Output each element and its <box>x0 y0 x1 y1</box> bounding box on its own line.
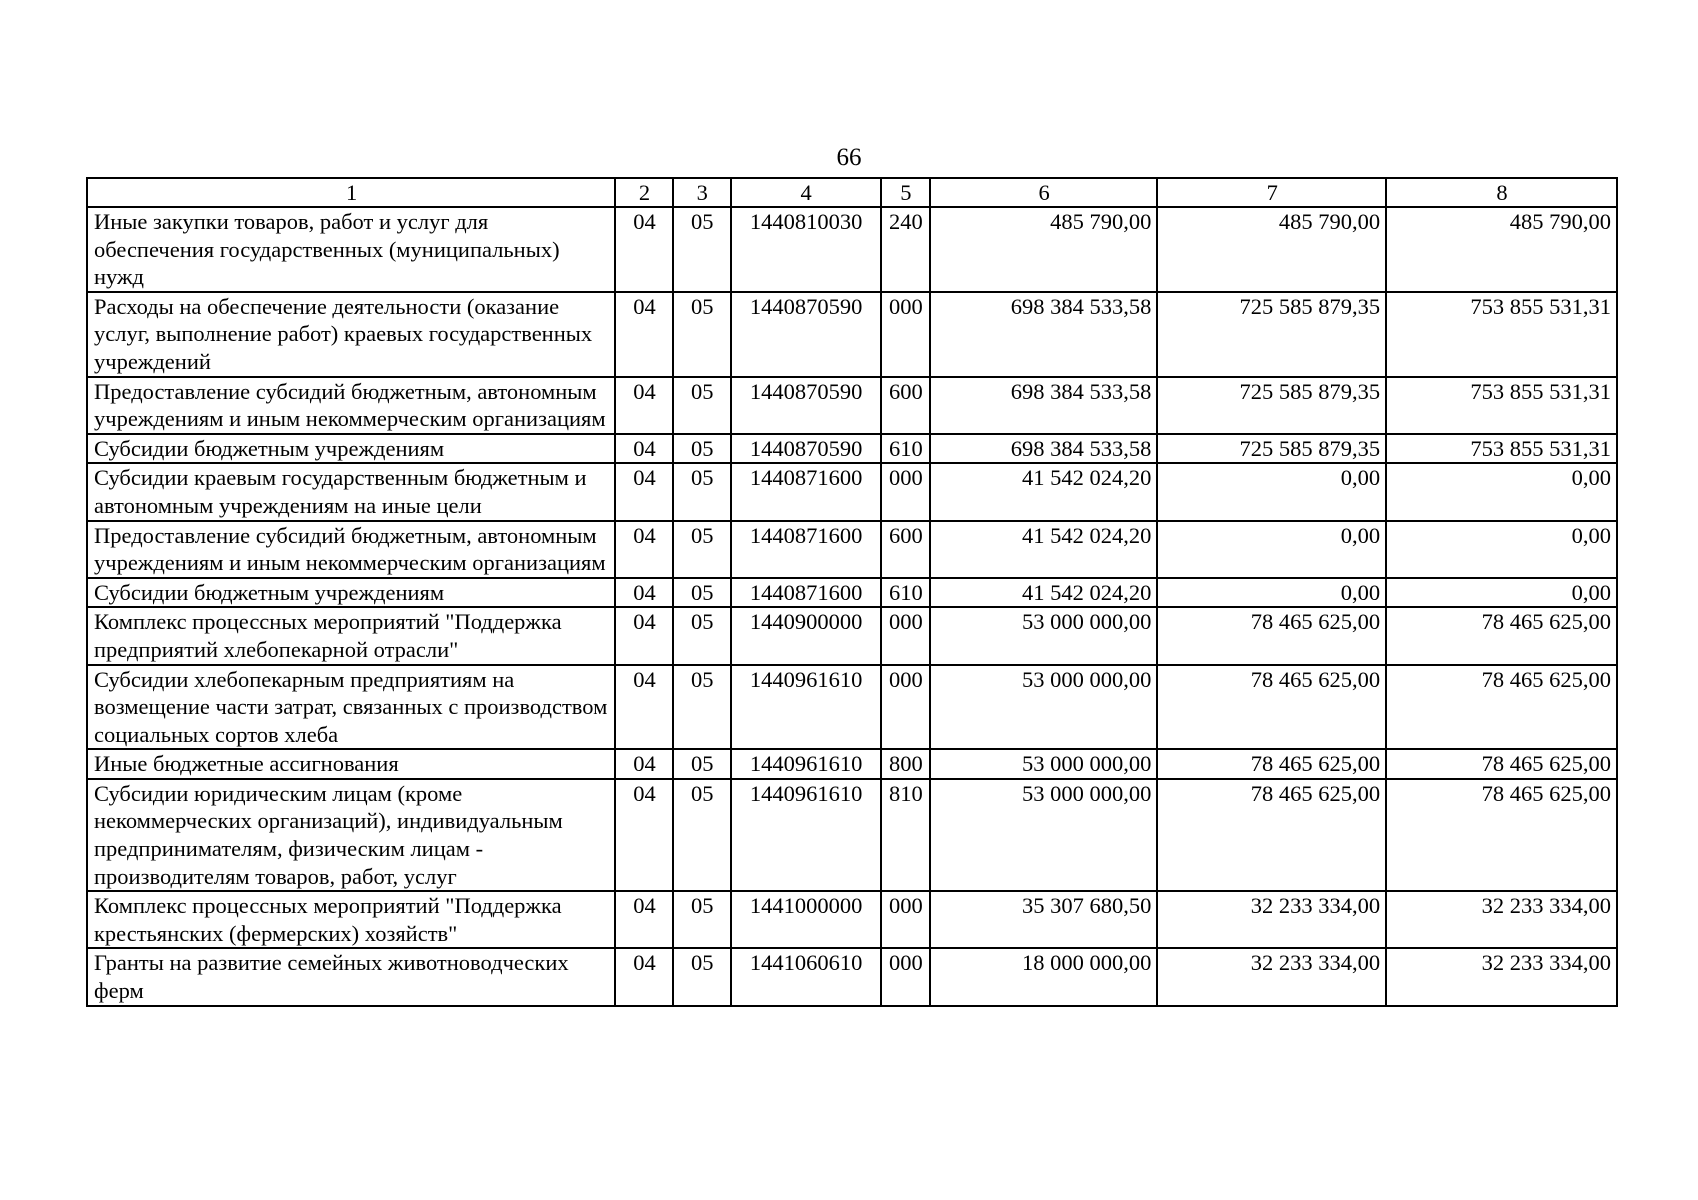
amount-year-2-cell: 32 233 334,00 <box>1157 891 1386 948</box>
amount-year-3-cell: 753 855 531,31 <box>1386 377 1617 434</box>
amount-year-2-cell: 725 585 879,35 <box>1157 377 1386 434</box>
section-code-cell: 04 <box>615 292 673 377</box>
amount-year-2-cell: 78 465 625,00 <box>1157 749 1386 779</box>
target-article-code-cell: 1440871600 <box>731 463 881 520</box>
target-article-code-cell: 1440870590 <box>731 434 881 464</box>
column-number: 7 <box>1157 178 1386 207</box>
column-number: 1 <box>87 178 615 207</box>
amount-year-1-cell: 485 790,00 <box>930 207 1158 292</box>
target-article-code-cell: 1440961610 <box>731 779 881 891</box>
amount-year-2-cell: 78 465 625,00 <box>1157 607 1386 664</box>
amount-year-3-cell: 78 465 625,00 <box>1386 665 1617 750</box>
section-code-cell: 04 <box>615 948 673 1005</box>
table-row <box>87 948 1617 1005</box>
table-body <box>87 207 1617 1006</box>
expense-type-code-cell: 000 <box>881 948 930 1005</box>
section-code-cell: 04 <box>615 891 673 948</box>
amount-year-2-cell: 485 790,00 <box>1157 207 1386 292</box>
amount-year-2-cell: 0,00 <box>1157 578 1386 608</box>
expense-type-code-cell: 810 <box>881 779 930 891</box>
expense-type-code-cell: 610 <box>881 434 930 464</box>
target-article-code-cell: 1440961610 <box>731 749 881 779</box>
section-code-cell: 04 <box>615 434 673 464</box>
column-number: 3 <box>673 178 731 207</box>
table-row <box>87 377 1617 434</box>
amount-year-2-cell: 725 585 879,35 <box>1157 434 1386 464</box>
amount-year-1-cell: 698 384 533,58 <box>930 292 1158 377</box>
amount-year-2-cell: 32 233 334,00 <box>1157 948 1386 1005</box>
amount-year-1-cell: 698 384 533,58 <box>930 434 1158 464</box>
amount-year-3-cell: 0,00 <box>1386 578 1617 608</box>
amount-year-3-cell: 0,00 <box>1386 463 1617 520</box>
subsection-code-cell: 05 <box>673 463 731 520</box>
amount-year-1-cell: 41 542 024,20 <box>930 521 1158 578</box>
expense-type-code-cell: 000 <box>881 607 930 664</box>
expense-name-cell: Комплекс процессных мероприятий "Поддержка крестьянских (фермерских) хозяйств" <box>87 891 615 948</box>
section-code-cell: 04 <box>615 207 673 292</box>
subsection-code-cell: 05 <box>673 434 731 464</box>
target-article-code-cell: 1440961610 <box>731 665 881 750</box>
subsection-code-cell: 05 <box>673 948 731 1005</box>
table-row <box>87 521 1617 578</box>
amount-year-2-cell: 0,00 <box>1157 463 1386 520</box>
amount-year-1-cell: 53 000 000,00 <box>930 607 1158 664</box>
expense-name-cell: Предоставление субсидий бюджетным, автономным учреждениям и иным некоммерческим организациям <box>87 521 615 578</box>
section-code-cell: 04 <box>615 779 673 891</box>
expense-type-code-cell: 800 <box>881 749 930 779</box>
amount-year-2-cell: 0,00 <box>1157 521 1386 578</box>
target-article-code-cell: 1440871600 <box>731 521 881 578</box>
amount-year-1-cell: 18 000 000,00 <box>930 948 1158 1005</box>
expense-name-cell: Иные бюджетные ассигнования <box>87 749 615 779</box>
expense-name-cell: Субсидии хлебопекарным предприятиям на возмещение части затрат, связанных с производством социальных сортов хлеба <box>87 665 615 750</box>
amount-year-3-cell: 32 233 334,00 <box>1386 948 1617 1005</box>
table-row <box>87 463 1617 520</box>
expense-type-code-cell: 000 <box>881 463 930 520</box>
table-row <box>87 779 1617 891</box>
expense-name-cell: Субсидии бюджетным учреждениям <box>87 578 615 608</box>
target-article-code-cell: 1440810030 <box>731 207 881 292</box>
budget-table <box>86 177 1618 1007</box>
amount-year-3-cell: 753 855 531,31 <box>1386 434 1617 464</box>
section-code-cell: 04 <box>615 607 673 664</box>
section-code-cell: 04 <box>615 749 673 779</box>
table-row <box>87 665 1617 750</box>
subsection-code-cell: 05 <box>673 207 731 292</box>
section-code-cell: 04 <box>615 578 673 608</box>
amount-year-1-cell: 53 000 000,00 <box>930 665 1158 750</box>
expense-type-code-cell: 000 <box>881 665 930 750</box>
column-number: 6 <box>930 178 1158 207</box>
amount-year-1-cell: 41 542 024,20 <box>930 578 1158 608</box>
amount-year-1-cell: 35 307 680,50 <box>930 891 1158 948</box>
expense-type-code-cell: 000 <box>881 891 930 948</box>
expense-type-code-cell: 000 <box>881 292 930 377</box>
target-article-code-cell: 1441000000 <box>731 891 881 948</box>
target-article-code-cell: 1440900000 <box>731 607 881 664</box>
expense-name-cell: Расходы на обеспечение деятельности (оказание услуг, выполнение работ) краевых государственных учреждений <box>87 292 615 377</box>
subsection-code-cell: 05 <box>673 891 731 948</box>
page-number: 66 <box>836 144 862 171</box>
amount-year-3-cell: 0,00 <box>1386 521 1617 578</box>
amount-year-3-cell: 32 233 334,00 <box>1386 891 1617 948</box>
table-row <box>87 607 1617 664</box>
target-article-code-cell: 1440870590 <box>731 377 881 434</box>
column-number: 4 <box>731 178 881 207</box>
amount-year-2-cell: 78 465 625,00 <box>1157 779 1386 891</box>
subsection-code-cell: 05 <box>673 578 731 608</box>
subsection-code-cell: 05 <box>673 292 731 377</box>
subsection-code-cell: 05 <box>673 749 731 779</box>
section-code-cell: 04 <box>615 377 673 434</box>
amount-year-3-cell: 78 465 625,00 <box>1386 749 1617 779</box>
subsection-code-cell: 05 <box>673 607 731 664</box>
table-row <box>87 207 1617 292</box>
target-article-code-cell: 1440871600 <box>731 578 881 608</box>
column-number: 5 <box>881 178 930 207</box>
expense-name-cell: Субсидии краевым государственным бюджетным и автономным учреждениям на иные цели <box>87 463 615 520</box>
expense-name-cell: Гранты на развитие семейных животноводческих ферм <box>87 948 615 1005</box>
amount-year-3-cell: 78 465 625,00 <box>1386 779 1617 891</box>
section-code-cell: 04 <box>615 521 673 578</box>
table-row <box>87 578 1617 608</box>
expense-name-cell: Комплекс процессных мероприятий "Поддержка предприятий хлебопекарной отрасли" <box>87 607 615 664</box>
column-number: 2 <box>615 178 673 207</box>
expense-name-cell: Субсидии юридическим лицам (кроме некоммерческих организаций), индивидуальным предпринимателям, физическим лицам - производителям товаров, работ, услуг <box>87 779 615 891</box>
table-row <box>87 434 1617 464</box>
section-code-cell: 04 <box>615 463 673 520</box>
subsection-code-cell: 05 <box>673 779 731 891</box>
amount-year-3-cell: 485 790,00 <box>1386 207 1617 292</box>
expense-name-cell: Предоставление субсидий бюджетным, автономным учреждениям и иным некоммерческим организациям <box>87 377 615 434</box>
table-row <box>87 891 1617 948</box>
amount-year-3-cell: 78 465 625,00 <box>1386 607 1617 664</box>
target-article-code-cell: 1441060610 <box>731 948 881 1005</box>
expense-type-code-cell: 610 <box>881 578 930 608</box>
section-code-cell: 04 <box>615 665 673 750</box>
expense-name-cell: Иные закупки товаров, работ и услуг для обеспечения государственных (муниципальных) нужд <box>87 207 615 292</box>
column-number: 8 <box>1386 178 1617 207</box>
amount-year-1-cell: 41 542 024,20 <box>930 463 1158 520</box>
expense-name-cell: Субсидии бюджетным учреждениям <box>87 434 615 464</box>
subsection-code-cell: 05 <box>673 521 731 578</box>
target-article-code-cell: 1440870590 <box>731 292 881 377</box>
expense-type-code-cell: 600 <box>881 521 930 578</box>
subsection-code-cell: 05 <box>673 665 731 750</box>
amount-year-1-cell: 698 384 533,58 <box>930 377 1158 434</box>
table-row <box>87 292 1617 377</box>
amount-year-2-cell: 78 465 625,00 <box>1157 665 1386 750</box>
table-row <box>87 749 1617 779</box>
amount-year-2-cell: 725 585 879,35 <box>1157 292 1386 377</box>
amount-year-1-cell: 53 000 000,00 <box>930 779 1158 891</box>
amount-year-1-cell: 53 000 000,00 <box>930 749 1158 779</box>
expense-type-code-cell: 240 <box>881 207 930 292</box>
expense-type-code-cell: 600 <box>881 377 930 434</box>
amount-year-3-cell: 753 855 531,31 <box>1386 292 1617 377</box>
subsection-code-cell: 05 <box>673 377 731 434</box>
column-number-row <box>87 178 1617 207</box>
